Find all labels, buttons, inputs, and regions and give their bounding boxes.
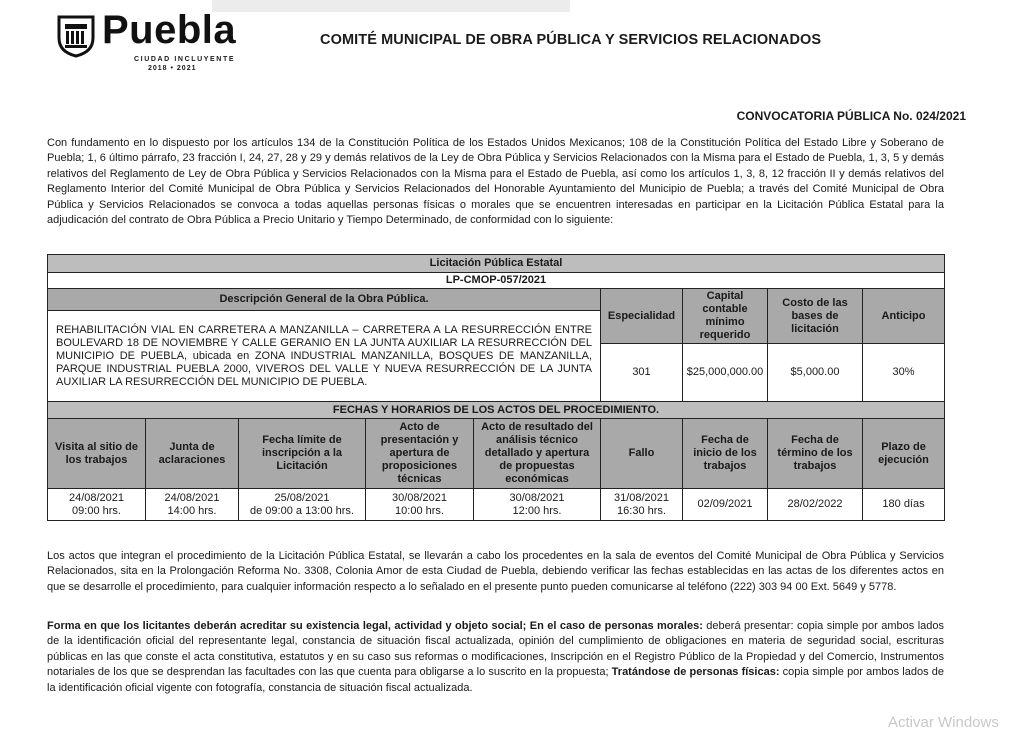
actos-paragraph: Los actos que integran el procedimiento de la Licitación Pública Estatal, se llevarán a cabo los procedentes en la sala de eventos del Comité Municipal de Obra Pública y Servicios Relacionados, sita en la Prolongación Reforma No. 3308, Colonia Amor de esta Ciudad de Puebla, debiendo verificar las fechas establecidas en las actas de los diferentes actos en que se desarrolle el procedimiento, para cualquier información respecto a lo señalado en el presente punto pueden comunicarse al teléfono (222) 303 94 00 Ext. 5649 y 5778. <box>47 550 944 593</box>
value-inicio: 02/09/2021 <box>683 489 768 521</box>
value-visita: 24/08/2021 09:00 hrs. <box>48 489 146 521</box>
header-fallo: Fallo <box>601 419 683 489</box>
convocatoria-number: CONVOCATORIA PÚBLICA No. 024/2021 <box>736 109 966 123</box>
header-termino: Fecha de término de los trabajos <box>768 419 863 489</box>
value-propuestas-economicas: 30/08/2021 12:00 hrs. <box>474 489 601 521</box>
costo-header: Costo de las bases de licitación <box>768 289 863 344</box>
header-propuestas-economicas: Acto de resultado del análisis técnico detallado y apertura de propuestas económicas <box>474 419 601 489</box>
scan-artifact <box>212 0 570 12</box>
intro-paragraph: Con fundamento en lo dispuesto por los artículos 134 de la Constitución Política de los Estados Unidos Mexicanos; 108 de la Constitución Política del Estado Libre y Soberano de Puebla; 1, 6 último párrafo, 23 fracción I, 24, 27, 28 y 29 y demás relativos de la Ley de Obra Pública y Servicios Relacionados con la Misma para el Estado de Puebla, 1, 3, 5 y demás relativos del Reglamento de Ley de Obra Pública y Servicios Relacionados con la Misma para el Estado de Puebla, así como los artículos 1, 3, 8, 12 fracción II y demás relativos del Reglamento Interior del Comité Municipal de Obra Pública y Servicios Relacionados del Honorable Ayuntamiento del Municipio de Puebla; a través del Comité Municipal de Obra Pública y Servicios Relacionados se convoca a todas aquellas personas físicas o morales que se encuentren interesadas en participar en la Licitación Pública Estatal para la adjudicación del contrato de Obra Pública a Precio Unitario y Tiempo Determinado, de conformidad con lo siguiente: <box>47 137 944 227</box>
header-inicio: Fecha de inicio de los trabajos <box>683 419 768 489</box>
forma-fisicas-heading: Tratándose de personas físicas: <box>608 666 780 679</box>
windows-activation-watermark: Activar Windows <box>888 714 999 731</box>
capital-value: $25,000,000.00 <box>683 344 768 402</box>
puebla-logo <box>56 8 246 76</box>
value-propuestas-tecnicas: 30/08/2021 10:00 hrs. <box>366 489 474 521</box>
description-header: Descripción General de la Obra Pública. <box>48 289 601 311</box>
fechas-title: FECHAS Y HORARIOS DE LOS ACTOS DEL PROCEDIMIENTO. <box>48 402 945 419</box>
forma-morales-text: deberá presentar: copia simple por ambos lados de la identificación oficial del representante legal, constancia de situación fiscal actualizada, opinión del cumplimiento de obligaciones en materia de seguridad social, escrituras públicas en las que conste el acta constitutiva, estatutos y en su caso sus reformas o modificaciones, Inscripción en el Registro Público de la Propiedad y del Comercio, Instrumentos notariales de los que se desprendan las facultades con las que cuenta para obligarse a lo suscrito en la propuesta; <box>47 620 945 679</box>
header-propuestas-tecnicas: Acto de presentación y apertura de proposiciones técnicas <box>366 419 474 489</box>
logo-wordmark: Puebla <box>102 8 237 52</box>
forma-fisicas-text: copia simple por ambos lados de la identificación oficial vigente con fotografía, constancia de situación fiscal actualizada. <box>47 666 944 694</box>
value-termino: 28/02/2022 <box>768 489 863 521</box>
committee-title: COMITÉ MUNICIPAL DE OBRA PÚBLICA Y SERVICIOS RELACIONADOS <box>320 32 822 48</box>
header-plazo: Plazo de ejecución <box>863 419 945 489</box>
logo-tagline: CIUDAD INCLUYENTE <box>134 56 236 63</box>
especialidad-value: 301 <box>601 344 683 402</box>
value-inscripcion: 25/08/2021 de 09:00 a 13:00 hrs. <box>239 489 366 521</box>
capital-header: Capital contable mínimo requerido <box>683 289 768 344</box>
city-shield-icon <box>56 14 96 58</box>
forma-morales-heading: Forma en que los licitantes deberán acreditar su existencia legal, actividad y objeto social; En el caso de personas morales: <box>47 620 703 632</box>
header-visita: Visita al sitio de los trabajos <box>48 419 146 489</box>
header-inscripcion: Fecha límite de inscripción a la Licitación <box>239 419 366 489</box>
value-junta: 24/08/2021 14:00 hrs. <box>146 489 239 521</box>
licitacion-table <box>47 254 945 521</box>
value-fallo: 31/08/2021 16:30 hrs. <box>601 489 683 521</box>
header-junta: Junta de aclaraciones <box>146 419 239 489</box>
forma-paragraph <box>47 619 944 696</box>
licitacion-title: Licitación Pública Estatal <box>48 255 945 273</box>
anticipo-header: Anticipo <box>863 289 945 344</box>
logo-years: 2018 • 2021 <box>148 65 197 72</box>
anticipo-value: 30% <box>863 344 945 402</box>
value-plazo: 180 días <box>863 489 945 521</box>
especialidad-header: Especialidad <box>601 289 683 344</box>
costo-value: $5,000.00 <box>768 344 863 402</box>
work-description: REHABILITACIÓN VIAL EN CARRETERA A MANZANILLA – CARRETERA A LA RESURRECCIÓN ENTRE BOULEVARD 18 DE NOVIEMBRE Y CALLE GERANIO EN LA JUNTA AUXILIAR LA RESURRECCIÓN DEL MUNICIPIO DE PUEBLA, ubicada en ZONA INDUSTRIAL MANZANILLA, BOSQUES DE MANZANILLA, PARQUE INDUSTRIAL PUEBLA 2000, VIVEROS DEL VALLE Y NUEVA RESURRECCIÓN DE LA JUNTA AUXILIAR LA RESURRECCIÓN DEL MUNICIPIO DE PUEBLA. <box>48 311 601 402</box>
licitacion-code: LP-CMOP-057/2021 <box>48 273 945 289</box>
